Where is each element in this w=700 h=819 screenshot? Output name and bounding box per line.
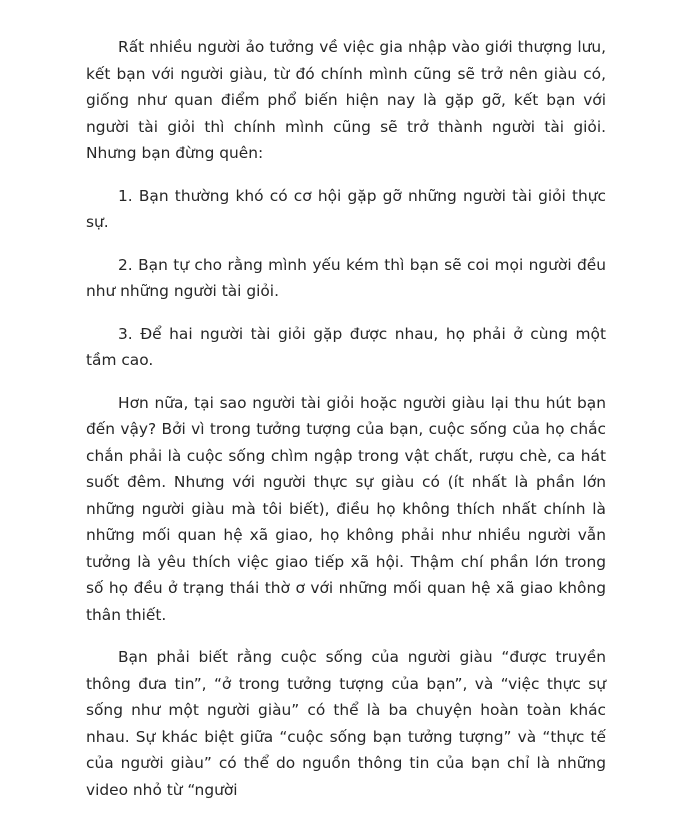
paragraph-3: Bạn phải biết rằng cuộc sống của người giàu “được truyền thông đưa tin”, “ở trong tưởng tượng của bạn”, và “việc thực sự sống như một người giàu” có thể là ba chuyện hoàn toàn khác nhau. Sự khác biệt giữa “cuộc sống bạn tưởng tượng” và “thực tế của người giàu” có thể do nguồn thông tin của bạn chỉ là những video nhỏ từ “người bbox=[86, 648, 606, 799]
list-item-3: 3. Để hai người tài giỏi gặp được nhau, họ phải ở cùng một tầm cao. bbox=[86, 324, 606, 369]
list-item-1: 1. Bạn thường khó có cơ hội gặp gỡ những người tài giỏi thực sự. bbox=[86, 186, 606, 231]
paragraph-intro: Rất nhiều người ảo tưởng về việc gia nhập vào giới thượng lưu, kết bạn với người giàu, từ đó chính mình cũng sẽ trở nên giàu có, giống như quan điểm phổ biến hiện nay là gặp gỡ, kết bạn với người tài giỏi thì chính mình cũng sẽ trở thành người tài giỏi. Nhưng bạn đừng quên: bbox=[86, 38, 606, 162]
paragraph-2: Hơn nữa, tại sao người tài giỏi hoặc người giàu lại thu hút bạn đến vậy? Bởi vì trong tưởng tượng của bạn, cuộc sống của họ chắc chắn phải là cuộc sống chìm ngập trong vật chất, rượu chè, ca hát suốt đêm. Nhưng với người thực sự giàu có (ít nhất là phần lớn những người giàu mà tôi biết), điều họ không thích nhất chính là những mối quan hệ xã giao, họ không phải như nhiều người vẫn tưởng là yêu thích việc giao tiếp xã hội. Thậm chí phần lớn trong số họ đều ở trạng thái thờ ơ với những mối quan hệ xã giao không thân thiết. bbox=[86, 393, 606, 624]
list-item-2: 2. Bạn tự cho rằng mình yếu kém thì bạn sẽ coi mọi người đều như những người tài giỏi. bbox=[86, 255, 606, 300]
text-column bbox=[86, 34, 606, 819]
